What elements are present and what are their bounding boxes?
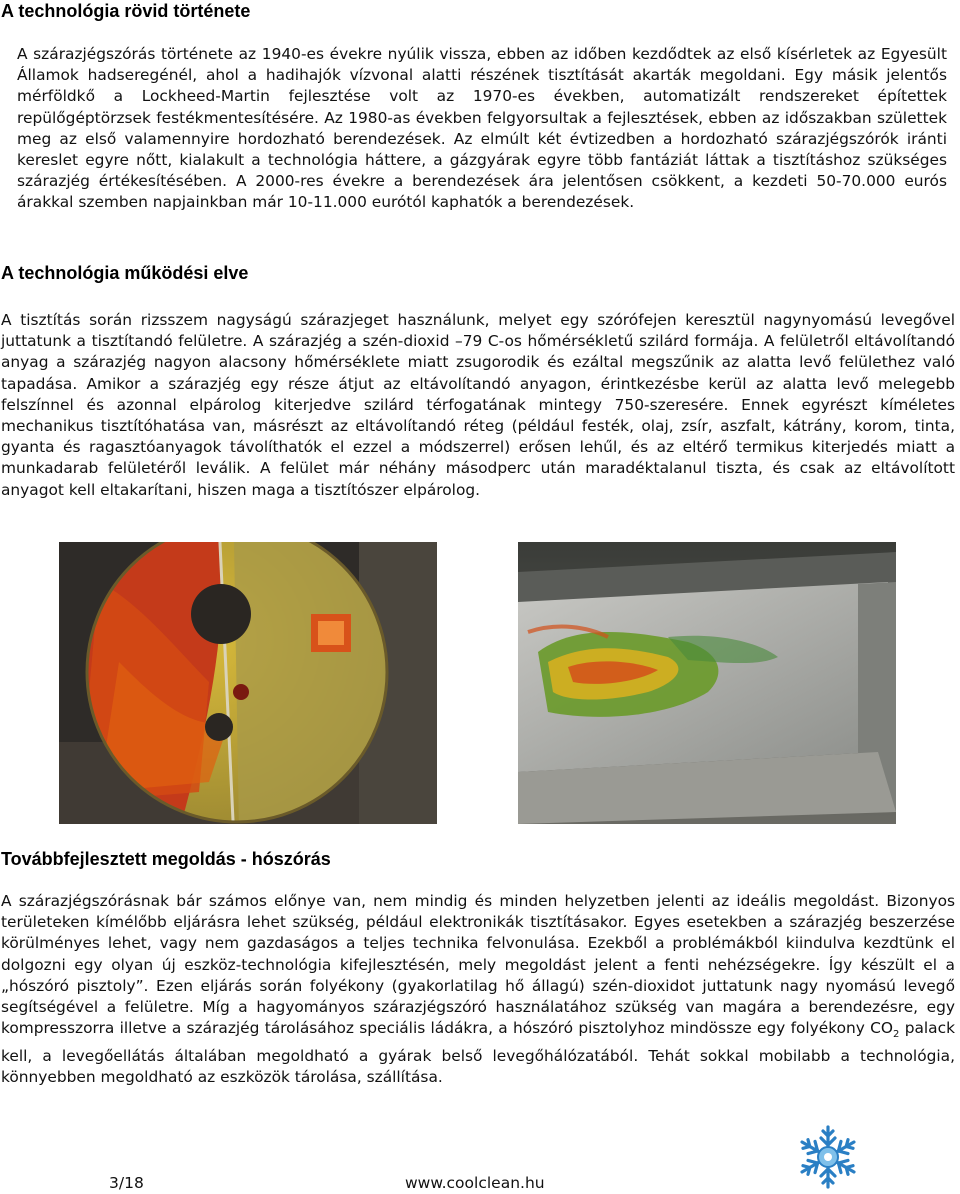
heading-snow-blasting: Továbbfejlesztett megoldás - hószórás	[1, 849, 331, 869]
photo-painted-tray-image	[518, 542, 896, 824]
paragraph-principle: A tisztítás során rizsszem nagyságú szárazjeget használunk, melyet egy szórófejen keresztül nagynyomású levegővel juttatunk a tisztítandó felületre. A szárazjég a szén-dioxid –79 C-os hőmérsékletű szilárd formája. A felületről eltávolítandó anyag a szárazjég nagyon alacsony hőmérséklete miatt zsugorodik és ezáltal megszűnik az alatta levő felülethez való tapadása. Amikor a szárazjég egy része átjut az eltávolítandó anyagon, érintkezésbe kerül az alatta levő melegebb felszínnel és azonnal elpárolog kiterjedve szilárd térfogatának mintegy 750-szeresére. Ennek egyrészt kíméletes mechanikus tisztítóhatása van, másrészt az eltávolítandó réteg (például festék, olaj, zsír, aszfalt, kátrány, korom, tinta, gyanta és ragasztóanyagok távolíthatók el ezzel a módszerrel) erősen lehűl, és az eltérő termikus kiterjedés miatt a munkadarab felületéről leválik. A felület már néhány másodperc után maradéktalanul tiszta, és csak az eltávolított anyagot kell eltakarítani, hiszen maga a tisztítószer elpárolog.	[1, 311, 955, 499]
paragraph-snow-blasting-part1: A szárazjégszórásnak bár számos előnye van, nem mindig és minden helyzetben jelenti az ideális megoldást. Bizonyos területeken kímélőbb eljárásra lehet szükség, például elektronikák tisztításakor. Egyes esetekben a szárazjég beszerzése körülményes lehet, vagy nem gazdaságos a teljes technika felvonulása. Ezekből a problémákból kiindulva kezdtünk el dolgozni egy olyan új eszköz-technológia kifejlesztésén, mely megoldást jelent a fenti nehézségekre. Így készült el a „hószóró pisztoly”. Ezen eljárás során folyékony (gyakorlatilag hő állagú) szén-dioxidot juttatunk nagy nyomású levegő segítségével a felületre. Míg a hagyományos szárazjégszóró használatához szükség van magára a berendezésre, egy kompresszorra illetve a szárazjég tárolásához speciális ládákra, a hószóró pisztolyhoz mindössze egy folyékony CO	[1, 892, 955, 1038]
paragraph-snow-blasting-part2: palack kell, a levegőellátás általában megoldható a gyárak belső levegőhálózatából. Tehát sokkal mobilabb a technológia, könnyebben megoldható az eszközök tárolása, szállítása.	[1, 1019, 955, 1086]
snowflake-logo-graphic	[794, 1124, 862, 1190]
paragraph-history: A szárazjégszórás története az 1940-es évekre nyúlik vissza, ebben az időben kezdődtek az első kísérletek az Egyesült Államok hadseregénél, ahol a hadihajók vízvonal alatti részének tisztítását akarták megoldani. Egy másik jelentős mérföldkő a Lockheed-Martin fejlesztése volt az 1970-es években, automatizált rendszereket építettek repülőgéptörzsek festékmentesítésére. Az 1980-as években felgyorsultak a fejlesztések, ebben az időszakban születtek meg az első valamennyire hordozható berendezések. Az elmúlt két évtizedben a hordozható szárazjégszórók iránti kereslet egyre nőtt, kialakult a technológia háttere, a gázgyárak egyre több fantáziát láttak a tisztításhoz szükséges szárazjég értékesítésében. A 2000-res évekre a berendezések ára jelentősen csökkent, a kezdeti 50-70.000 eurós árakkal szemben napjainkban már 10-11.000 eurótól kaphatók a berendezések.	[17, 45, 947, 212]
photo-painted-tray	[518, 542, 896, 824]
snowflake-logo-icon	[794, 1124, 862, 1190]
footer-website: www.coolclean.hu	[405, 1174, 545, 1192]
heading-principle: A technológia működési elve	[1, 263, 249, 283]
paragraph-snow-blasting	[1, 891, 955, 1088]
photo-painted-disc	[59, 542, 437, 824]
photo-painted-disc-image	[59, 542, 437, 824]
page-number: 3/18	[109, 1174, 144, 1192]
co2-subscript: 2	[893, 1029, 900, 1041]
heading-history: A technológia rövid története	[1, 1, 251, 21]
